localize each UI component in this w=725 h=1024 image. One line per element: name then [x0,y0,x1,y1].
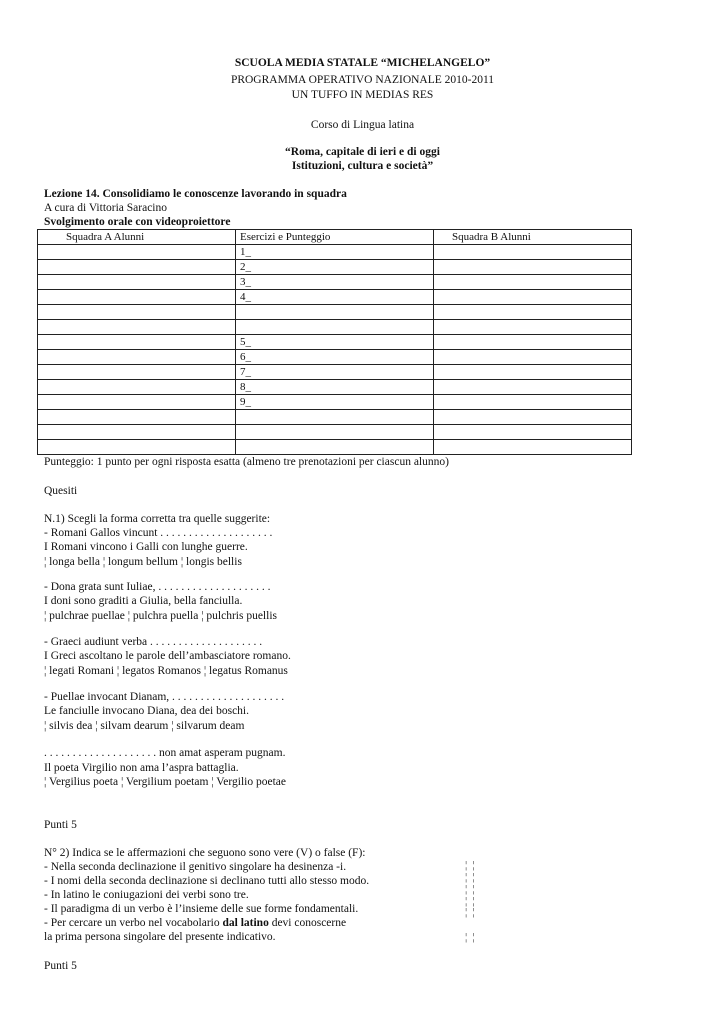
vf-mark-4[interactable]: ¦¦ [465,895,480,907]
q2-statement-5-line2: la prima persona singolare del presente indicativo. [44,931,276,943]
team-a-cell[interactable] [38,410,236,425]
table-row [38,305,632,320]
exercise-cell: 5_ [236,335,434,350]
lesson-author: A cura di Vittoria Saracino [44,202,168,214]
q1-item-3-italian: I Greci ascoltano le parole dell’ambasciatore romano. [44,650,291,662]
team-b-cell[interactable] [434,350,632,365]
team-a-cell[interactable] [38,245,236,260]
q2-prompt: N° 2) Indica se le affermazioni che seguono sono vere (V) o false (F): [44,847,366,859]
q1-item-5-latin: . . . . . . . . . . . . . . . . . . . . non amat asperam pugnam. [44,747,286,759]
exercise-cell: 4_ [236,290,434,305]
exercise-cell: 1_ [236,245,434,260]
team-a-cell[interactable] [38,335,236,350]
exercise-cell [236,320,434,335]
q1-item-5-italian: Il poeta Virgilio non ama l’aspra battaglia. [44,762,239,774]
team-a-cell[interactable] [38,440,236,455]
q2-statement-2: - I nomi della seconda declinazione si declinano tutti allo stesso modo. [44,875,370,887]
exercise-cell: 6_ [236,350,434,365]
table-row [38,290,632,305]
exercise-cell: 7_ [236,365,434,380]
team-a-cell[interactable] [38,290,236,305]
teams-table [37,229,632,455]
vf-mark-5[interactable]: ¦¦ [465,906,480,918]
vf-mark-3[interactable]: ¦¦ [465,883,480,895]
q1-item-2-options: ¦ pulchrae puellae ¦ pulchra puella ¦ pulchris puellis [44,610,277,622]
team-a-cell[interactable] [38,350,236,365]
exercise-cell [236,440,434,455]
lesson-activity: Svolgimento orale con videoproiettore [44,216,231,228]
exercise-cell: 2_ [236,260,434,275]
table-row [38,275,632,290]
table-row [38,245,632,260]
team-b-cell[interactable] [434,245,632,260]
exercise-cell [236,410,434,425]
q1-points: Punti 5 [44,819,77,831]
exercise-cell [236,305,434,320]
team-a-cell[interactable] [38,425,236,440]
programme-title: PROGRAMMA OPERATIVO NAZIONALE 2010-2011 [230,74,495,86]
team-a-cell[interactable] [38,320,236,335]
q1-prompt: N.1) Scegli la forma corretta tra quelle suggerite: [44,513,271,525]
vf-mark-1[interactable]: ¦¦ [465,859,480,871]
q2-statement-5-post: devi conoscerne [268,917,347,929]
header-team-a: Squadra A Alunni [38,230,236,245]
table-header-row [38,230,632,245]
team-b-cell[interactable] [434,290,632,305]
team-a-cell[interactable] [38,395,236,410]
team-b-cell[interactable] [434,305,632,320]
q1-item-4-italian: Le fanciulle invocano Diana, dea dei boschi. [44,705,250,717]
theme-line-2: Istituzioni, cultura e società” [291,160,434,172]
questions-heading: Quesiti [44,485,78,497]
table-row [38,425,632,440]
exercise-cell: 8_ [236,380,434,395]
team-b-cell[interactable] [434,425,632,440]
q1-item-5-options: ¦ Vergilius poeta ¦ Vergilium poetam ¦ Vergilio poetae [44,776,286,788]
q2-statement-5 [44,916,346,930]
q1-item-3-latin: - Graeci audiunt verba . . . . . . . . . . . . . . . . . . . . [44,636,263,648]
q2-statement-1: - Nella seconda declinazione il genitivo singolare ha desinenza -i. [44,861,347,873]
table-row [38,410,632,425]
lesson-title: Lezione 14. Consolidiamo le conoscenze lavorando in squadra [44,188,347,200]
q2-points: Punti 5 [44,960,77,972]
course-title: Corso di Lingua latina [310,119,415,131]
q1-item-4-latin: - Puellae invocant Dianam, . . . . . . . . . . . . . . . . . . . . [44,691,285,703]
q2-statement-3: - In latino le coniugazioni dei verbi sono tre. [44,889,249,901]
team-b-cell[interactable] [434,260,632,275]
team-b-cell[interactable] [434,335,632,350]
table-row [38,260,632,275]
q1-item-1-italian: I Romani vincono i Galli con lunghe guerre. [44,541,248,553]
q1-item-3-options: ¦ legati Romani ¦ legatos Romanos ¦ legatus Romanus [44,665,288,677]
vf-mark-6[interactable]: ¦¦ [465,931,480,943]
table-row [38,395,632,410]
table-row [38,365,632,380]
team-a-cell[interactable] [38,365,236,380]
table-row [38,350,632,365]
theme-line-1: “Roma, capitale di ieri e di oggi [285,146,440,158]
team-a-cell[interactable] [38,305,236,320]
q1-item-2-italian: I doni sono graditi a Giulia, bella fanciulla. [44,595,243,607]
team-b-cell[interactable] [434,365,632,380]
header-exercises: Esercizi e Punteggio [236,230,434,245]
q2-statement-5-pre: - Per cercare un verbo nel vocabolario [44,917,223,929]
team-a-cell[interactable] [38,275,236,290]
table-row [38,380,632,395]
q2-statement-5-bold: dal latino [222,917,269,929]
team-b-cell[interactable] [434,275,632,290]
exercise-cell: 9_ [236,395,434,410]
q1-item-4-options: ¦ silvis dea ¦ silvam dearum ¦ silvarum deam [44,720,245,732]
header-team-b: Squadra B Alunni [434,230,632,245]
team-b-cell[interactable] [434,380,632,395]
vf-mark-2[interactable]: ¦¦ [465,871,480,883]
table-row [38,335,632,350]
team-b-cell[interactable] [434,410,632,425]
school-name: SCUOLA MEDIA STATALE “MICHELANGELO” [234,57,491,69]
team-a-cell[interactable] [38,380,236,395]
q1-item-1-options: ¦ longa bella ¦ longum bellum ¦ longis bellis [44,556,242,568]
team-b-cell[interactable] [434,440,632,455]
team-a-cell[interactable] [38,260,236,275]
q2-statement-4: - Il paradigma di un verbo è l’insieme delle sue forme fondamentali. [44,903,359,915]
table-row [38,320,632,335]
q1-item-1-latin: - Romani Gallos vincunt . . . . . . . . . . . . . . . . . . . . [44,527,273,539]
project-title: UN TUFFO IN MEDIAS RES [291,89,434,101]
q1-item-2-latin: - Dona grata sunt Iuliae, . . . . . . . . . . . . . . . . . . . . [44,581,271,593]
exercise-cell: 3_ [236,275,434,290]
team-b-cell[interactable] [434,395,632,410]
table-row [38,440,632,455]
scoring-note: Punteggio: 1 punto per ogni risposta esatta (almeno tre prenotazioni per ciascun alunno) [44,456,449,468]
team-b-cell[interactable] [434,320,632,335]
exercise-cell [236,425,434,440]
